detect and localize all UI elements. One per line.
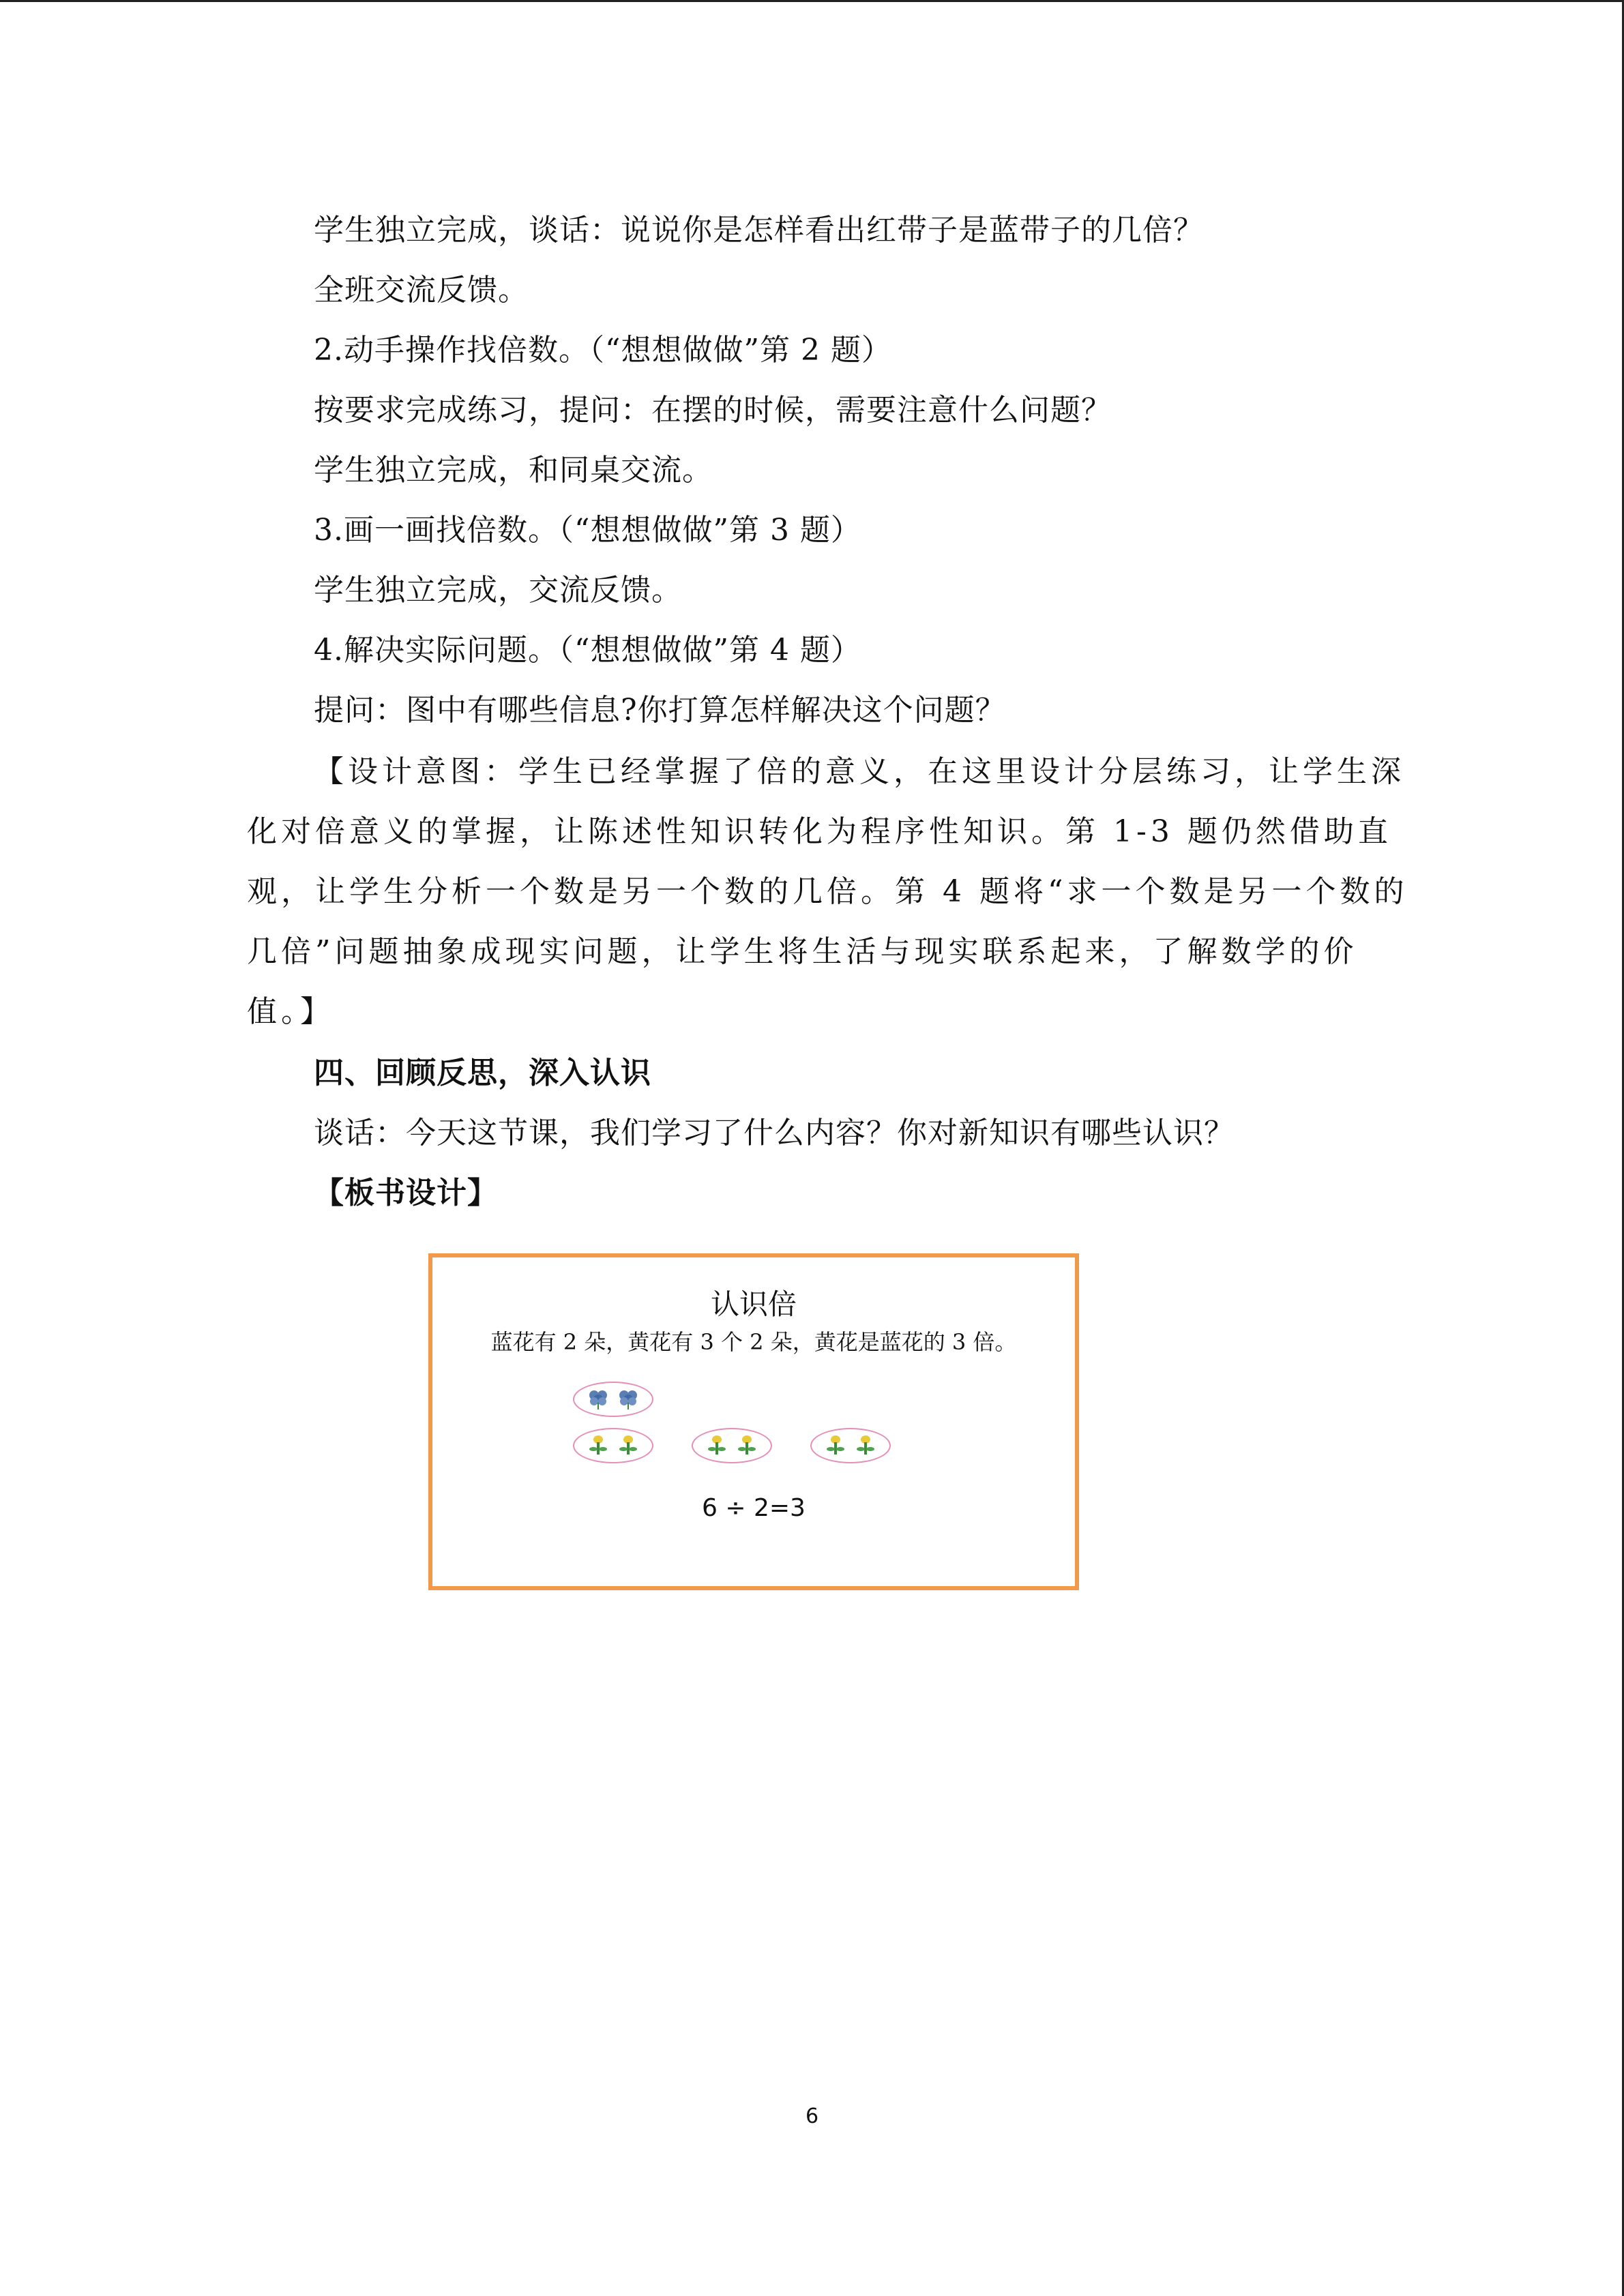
text-line-2: 全班交流反馈。 <box>314 273 529 308</box>
yellow-flower-group-2 <box>692 1428 772 1463</box>
page-top-border <box>0 0 1624 2</box>
text-line-9: 提问：图中有哪些信息?你打算怎样解决这个问题？ <box>314 693 1006 728</box>
design-intent-line-1: 【设计意图：学生已经掌握了倍的意义，在这里设计分层练习，让学生深 <box>314 754 1405 789</box>
yellow-flower-group-3 <box>810 1428 891 1463</box>
yellow-flower-icon <box>735 1434 758 1457</box>
design-intent-line-5: 值。】 <box>247 994 334 1029</box>
blackboard-design-box <box>428 1253 1079 1590</box>
yellow-flower-group-1 <box>573 1428 653 1463</box>
design-intent-line-2: 化对倍意义的掌握，让陈述性知识转化为程序性知识。第 1-3 题仍然借助直 <box>247 814 1392 849</box>
board-design-heading: 【板书设计】 <box>314 1176 498 1210</box>
text-line-8: 4.解决实际问题。（“想想做做”第 4 题） <box>314 633 861 668</box>
board-sentence: 蓝花有 2 朵，黄花有 3 个 2 朵，黄花是蓝花的 3 倍。 <box>490 1329 1017 1355</box>
talk-line: 谈话：今天这节课，我们学习了什么内容？你对新知识有哪些认识？ <box>314 1116 1235 1150</box>
text-line-5: 学生独立完成，和同桌交流。 <box>314 453 713 488</box>
blue-flower-icon <box>587 1388 610 1411</box>
text-line-4: 按要求完成练习，提问：在摆的时候，需要注意什么问题？ <box>314 393 1112 428</box>
design-intent-line-3: 观，让学生分析一个数是另一个数的几倍。第 4 题将“求一个数是另一个数的 <box>247 874 1408 909</box>
blue-flower-group <box>573 1382 653 1417</box>
text-line-3: 2.动手操作找倍数。（“想想做做”第 2 题） <box>314 333 892 368</box>
text-line-7: 学生独立完成，交流反馈。 <box>314 573 682 608</box>
text-line-1: 学生独立完成，谈话：说说你是怎样看出红带子是蓝带子的几倍？ <box>314 213 1204 248</box>
yellow-flower-icon <box>587 1434 610 1457</box>
blue-flower-icon <box>617 1388 640 1411</box>
yellow-flower-icon <box>854 1434 877 1457</box>
design-intent-line-4: 几倍”问题抽象成现实问题，让学生将生活与现实联系起来，了解数学的价 <box>247 934 1358 969</box>
section-heading: 四、回顾反思，深入认识 <box>314 1056 651 1090</box>
yellow-flower-icon <box>824 1434 847 1457</box>
board-equation: 6 ÷ 2=3 <box>702 1494 806 1522</box>
page-number: 6 <box>805 2104 819 2128</box>
text-line-6: 3.画一画找倍数。（“想想做做”第 3 题） <box>314 513 861 548</box>
yellow-flower-icon <box>705 1434 728 1457</box>
board-title: 认识倍 <box>710 1287 797 1321</box>
yellow-flower-icon <box>617 1434 640 1457</box>
